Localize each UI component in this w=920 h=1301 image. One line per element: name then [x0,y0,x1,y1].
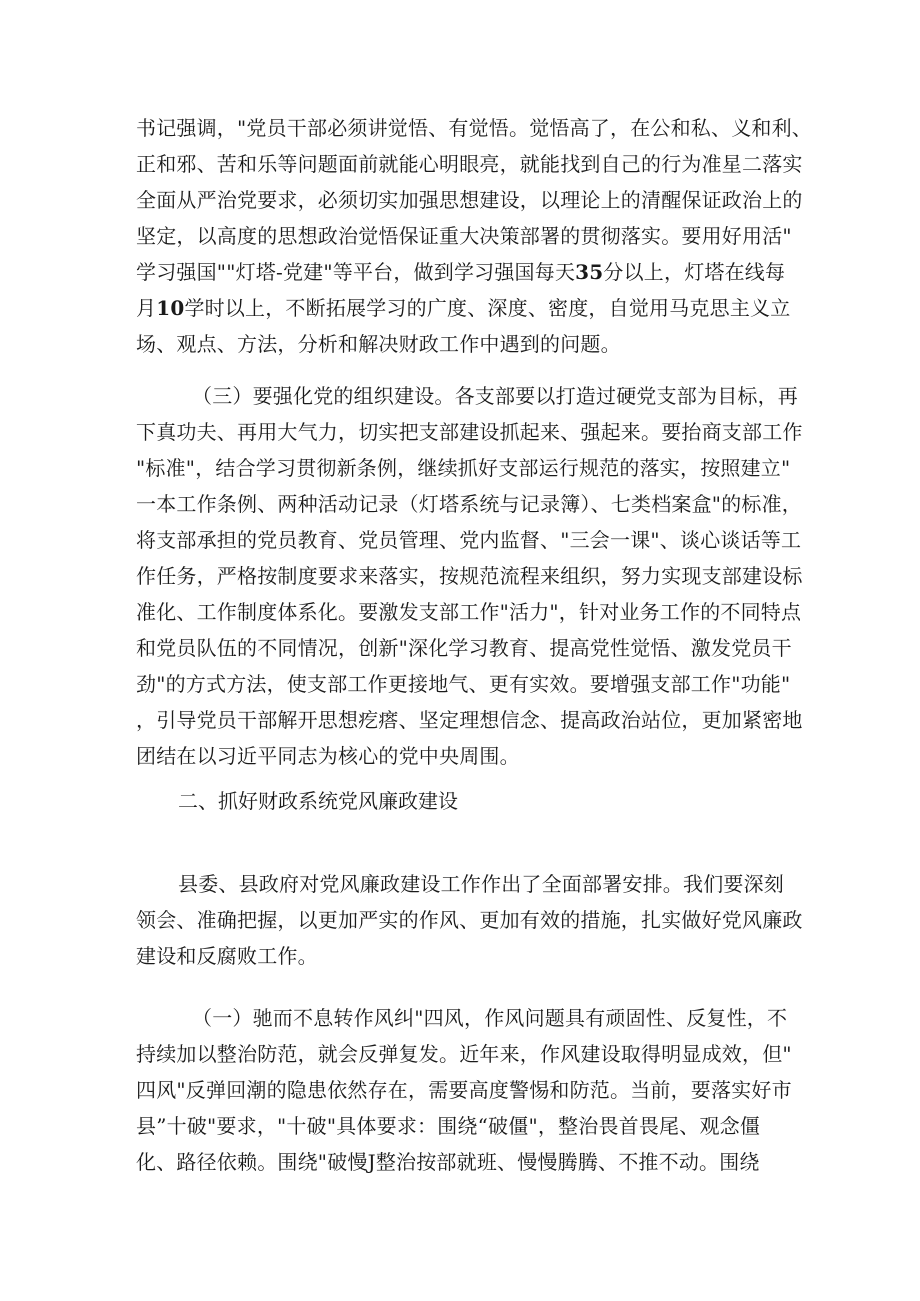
text-line: ，引导党员干部解开思想疙瘩、坚定理想信念、提高政治站位，更加紧密地 [136,708,803,732]
text-line: 准化、工作制度体系化。要激发支部工作"活力"，针对业务工作的不同特点 [136,600,802,624]
text-line: 建设和反腐败工作。 [136,944,318,968]
paragraph-4 [136,1000,796,1180]
text-line: 全面从严治党要求，必须切实加强思想建设，以理论上的清醒保证政治上的 [136,188,803,212]
text-line: 持续加以整治防范，就会反弹复发。近年来，作风建设取得明显成效，但" [136,1042,792,1066]
bold-number: 10 [156,296,185,320]
text-line: 将支部承担的党员教育、党员管理、党内监督、"三会一课"、谈心谈话等工 [136,528,802,552]
text-line: 正和邪、苦和乐等问题面前就能心明眼亮，就能找到自己的行为准星二落实 [136,152,803,176]
text-line [136,254,796,290]
text-line: 作任务，严格按制度要求来落实，按规范流程来组织，努力实现支部建设标 [136,564,803,588]
text-segment: 月 [136,296,157,320]
text-line: 坚定，以高度的思想政治觉悟保证重大决策部署的贯彻落实。要用好用活" [136,224,792,248]
text-line: （三）要强化党的组织建设。各支部要以打造过硬党支部为目标，再 [192,384,798,408]
text-line: 书记强调，"党员干部必须讲觉悟、有觉悟。觉悟高了，在公和私、义和利、 [136,116,812,140]
text-segment: 学时以上，不断拓展学习的广度、深度、密度，自觉用马克思主义立 [184,296,791,320]
text-line: 县委、县政府对党风廉政建设工作作出了全面部署安排。我们要深刻 [178,872,784,896]
text-segment: 学习强国""灯塔-党建"等平台，做到学习强国每天 [136,260,576,284]
text-line: 县”十破"要求，"十破"具体要求：围绕“破僵"，整治畏首畏尾、观念僵 [136,1114,761,1138]
paragraph-1 [136,110,812,362]
text-line: "标准"，结合学习贯彻新条例，继续抓好支部运行规范的落实，按照建立" [136,456,791,480]
text-line: 场、观点、方法，分析和解决财政工作中遇到的问题。 [136,332,621,356]
paragraph-3 [136,866,803,974]
text-segment: 分以上，灯塔在线每 [603,260,786,284]
text-line: 领会、准确把握，以更加严实的作风、更加有效的措施，扎实做好党风廉政 [136,908,803,932]
text-line: 四风"反弹回潮的隐患依然存在，需要高度警惕和防范。当前，要落实好市 [136,1078,792,1102]
text-line: 下真功夫、再用大气力，切实把支部建设抓起来、强起来。要抬商支部工作 [136,420,803,444]
text-line [136,290,796,326]
text-line: 一本工作条例、两种活动记录（灯塔系统与记录簿）、七类档案盒"的标准， [136,492,802,516]
paragraph-2 [136,378,803,774]
text-line: （一）驰而不息转作风纠"四风，作风问题具有顽固性、反复性，不 [192,1006,788,1030]
section-heading: 二、抓好财政系统党风廉政建设 [178,789,458,813]
text-line: 和党员队伍的不同情况，创新"深化学习教育、提高党性觉悟、激发党员干 [136,636,792,660]
bold-number: 35 [575,260,604,284]
text-line: 化、路径依赖。围绕"破慢J整治按部就班、慢慢腾腾、不推不动。围绕 [136,1150,760,1174]
text-line: 团结在以习近平同志为核心的党中央周围。 [136,744,520,768]
text-line: 劲"的方式方法，使支部工作更接地气、更有实效。要增强支部工作"功能" [136,672,791,696]
